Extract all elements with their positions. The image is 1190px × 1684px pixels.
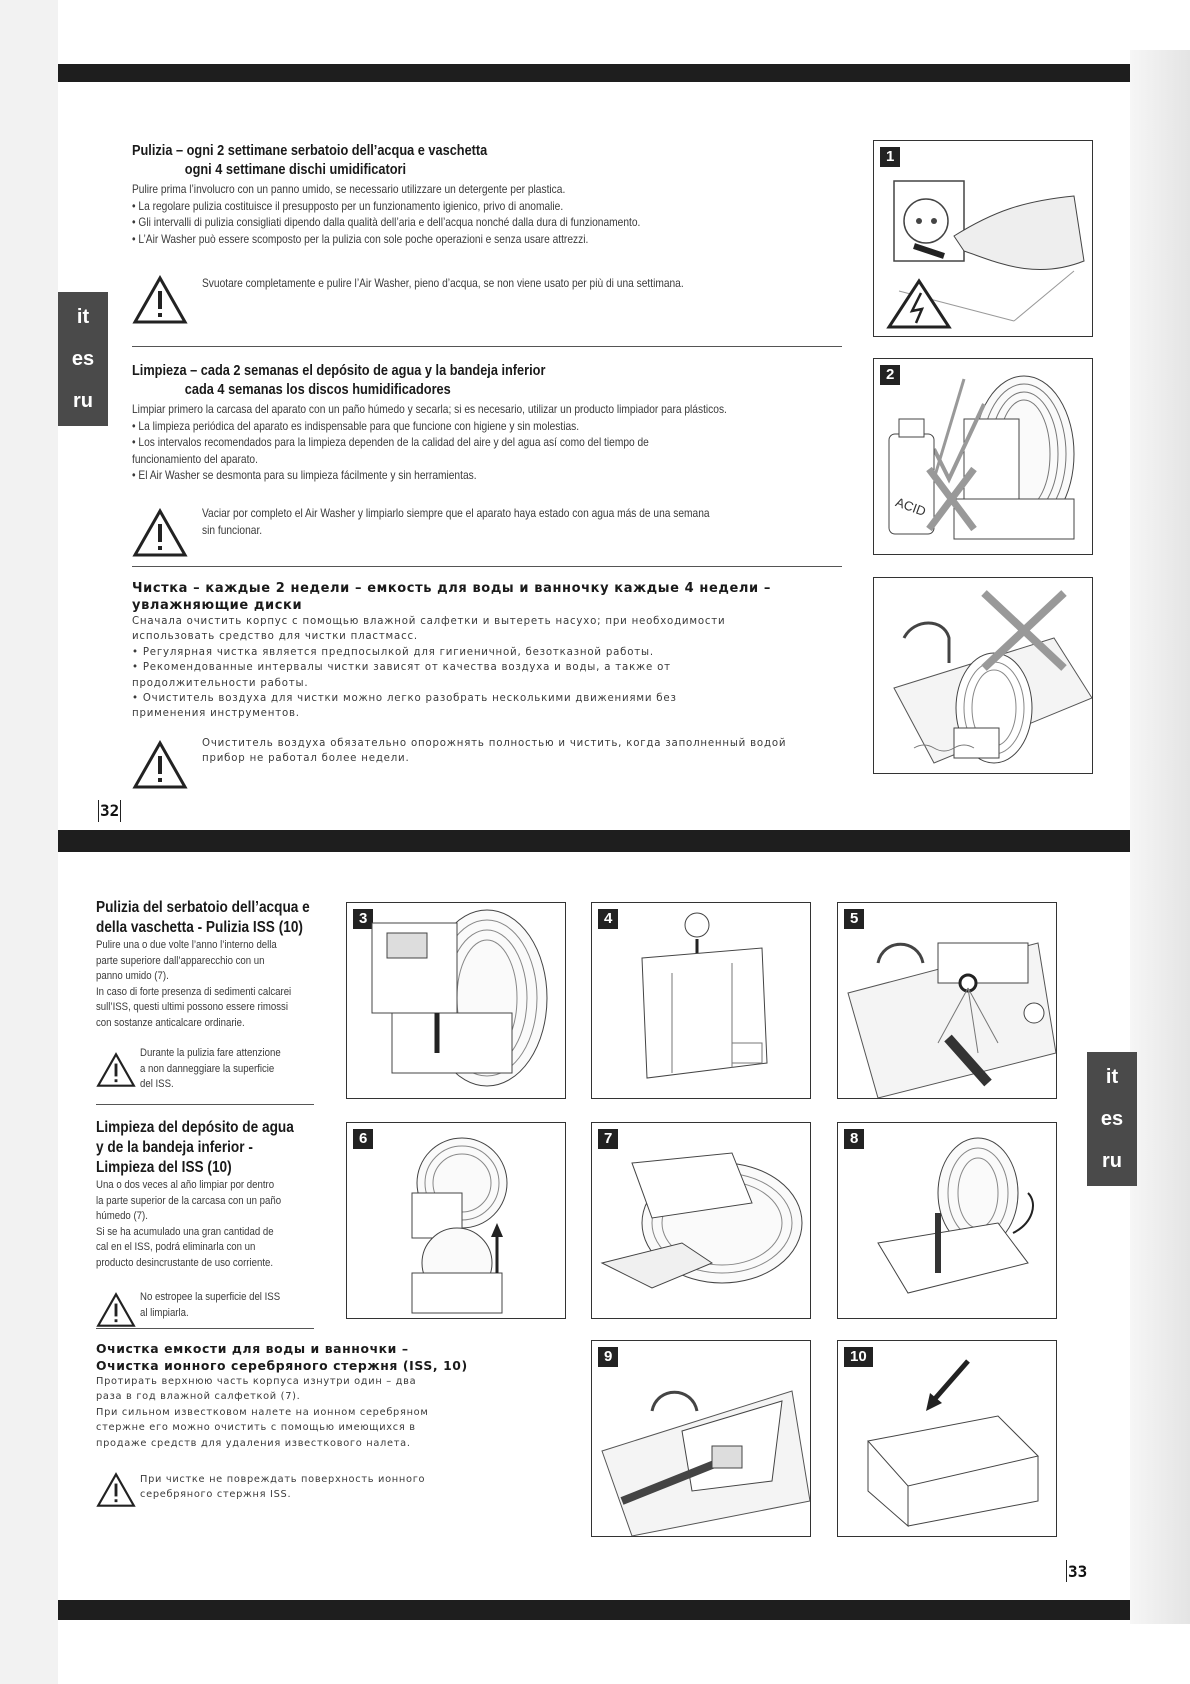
spanish-iss-heading: Limpieza del depósito de agua (96, 1119, 294, 1136)
russian-line: • Рекомендованные интервалы чистки зависят от качества воздуха и воды, а также от (132, 662, 671, 674)
russian-warning-line: прибор не работал более недели. (202, 753, 410, 765)
russian-warning-line: Очиститель воздуха обязательно опорожнять полностью и чистить, когда заполненный водой (202, 738, 787, 749)
italian-heading-line1: Pulizia – ogni 2 settimane serbatoio dell’acqua e vaschetta (132, 143, 488, 159)
russian-heading-line2: увлажняющие диски (132, 598, 303, 613)
disassemble-illustration (347, 1123, 565, 1318)
spanish-iss-warning-line: al limpiarla. (140, 1306, 189, 1319)
figure-number: 10 (844, 1347, 873, 1367)
figure-10-iss-location (837, 1340, 1057, 1537)
russian-iss-line: Протирать верхнюю часть корпуса изнутри один – два (96, 1376, 417, 1387)
russian-body (132, 614, 832, 722)
bottom-footer-bar (58, 1600, 1130, 1620)
figure-number: 6 (353, 1129, 373, 1149)
italian-iss-warning (140, 1046, 281, 1093)
italian-body (132, 182, 748, 248)
spanish-line: funcionamiento del aparato. (132, 452, 258, 466)
figure-8-iss (837, 1122, 1057, 1319)
divider (96, 1328, 314, 1329)
spanish-iss-line: la parte superior de la carcasa con un paño (96, 1194, 282, 1207)
russian-iss-line: стержне его можно очистить с помощью имеющихся в (96, 1422, 416, 1434)
italian-line: • Gli intervalli di pulizia consigliati dipendo dalla qualità dell’aria e dell’acqua nonché dalla dura di funzionamento. (132, 216, 641, 229)
figure-number: 9 (598, 1347, 618, 1367)
italian-iss-line: sull’ISS, questi ultimi possono essere rimossi (96, 1001, 288, 1014)
russian-iss-line: При сильном известковом налете на ионном серебряном (96, 1406, 429, 1418)
russian-iss-section (96, 1340, 476, 1451)
warning-triangle-icon (96, 1052, 136, 1088)
warning-triangle-icon (96, 1292, 136, 1328)
figure-number: 5 (844, 909, 864, 929)
russian-iss-line: раза в год влажной салфеткой (7). (96, 1391, 301, 1403)
italian-iss-line: In caso di forte presenza di sedimenti calcarei (96, 985, 292, 998)
warning-triangle-icon (132, 508, 188, 558)
russian-iss-line: продаже средств для удаления известкового налета. (96, 1437, 411, 1449)
page-number-mark (120, 800, 121, 822)
page-number-32: 32 (100, 801, 120, 820)
figure-1-unplug (873, 140, 1093, 337)
wipe-inside-illustration (592, 1123, 810, 1318)
italian-iss-heading: Pulizia del serbatoio dell’acqua e (96, 899, 310, 916)
italian-iss-warning-line: del ISS. (140, 1078, 174, 1091)
russian-section (132, 580, 832, 722)
brush-clean-illustration (592, 1341, 810, 1536)
figure-number: 2 (880, 365, 900, 385)
water-tank-illustration (592, 903, 810, 1098)
italian-iss-warning-line: a non danneggiare la superficie (140, 1062, 275, 1075)
figure-2-wipe (873, 358, 1093, 555)
spanish-iss-warning-line: No estropee la superficie del ISS (140, 1291, 281, 1303)
figure-5-rinse-tray (837, 902, 1057, 1099)
russian-iss-heading: Очистка емкости для воды и ванночки – (96, 1341, 409, 1356)
italian-iss-body (96, 938, 302, 1032)
language-tabs-top (58, 292, 108, 426)
spanish-line: • La limpieza periódica del aparato es indispensable para que funcione con higiene y sin molestias. (132, 419, 580, 433)
spanish-iss-line: producto desincrustante de uso corriente. (96, 1256, 274, 1269)
figure-4-tank (591, 902, 811, 1099)
spanish-section (132, 362, 832, 485)
russian-line: • Очиститель воздуха для чистки можно легко разобрать несколькими движениями без (132, 693, 677, 705)
spanish-body (132, 402, 748, 485)
russian-line: использовать средство для чистки пластмасс. (132, 631, 418, 643)
figure-7-wipe-inside (591, 1122, 811, 1319)
russian-iss-heading: Очистка ионного серебряного стержня (ISS, 10) (96, 1358, 468, 1373)
rinse-tray-illustration (838, 903, 1056, 1098)
divider (132, 566, 842, 567)
unplug-illustration (874, 141, 1092, 336)
spanish-iss-section (96, 1118, 336, 1272)
figure-6-disassemble (346, 1122, 566, 1319)
device-side-illustration (347, 903, 565, 1098)
warning-triangle-icon (132, 740, 188, 790)
russian-iss-warning-line: При чистке не повреждать поверхность ионного (140, 1474, 426, 1485)
russian-iss-body (96, 1374, 476, 1451)
spanish-iss-line: cal en el ISS, podrá eliminarla con un (96, 1241, 256, 1254)
russian-iss-warning-line: серебряного стержня ISS. (140, 1489, 292, 1501)
lang-tab-ru: ru (1102, 1150, 1122, 1172)
russian-line: • Регулярная чистка является предпосылкой для гигиеничной, безотказной работы. (132, 646, 654, 658)
spanish-iss-line: Una o dos veces al año limpiar por dentro (96, 1179, 275, 1191)
language-tabs-bottom (1087, 1052, 1137, 1186)
rinse-in-sink-illustration (874, 578, 1092, 773)
warning-triangle-icon (132, 275, 188, 325)
russian-warning (202, 736, 786, 767)
lang-tab-ru: ru (73, 390, 93, 412)
spanish-line: Limpiar primero la carcasa del aparato con un paño húmedo y secarla; si es necesario, utilizar un producto limpiador para plásticos. (132, 403, 727, 416)
italian-iss-line: Pulire una o due volte l’anno l’interno della (96, 939, 277, 951)
divider (132, 346, 842, 347)
lang-tab-it: it (76, 306, 90, 328)
italian-section (132, 142, 832, 248)
spanish-heading-line2: cada 4 semanas los discos humidificadores (184, 382, 451, 398)
spanish-iss-line: Si se ha acumulado una gran cantidad de (96, 1225, 274, 1238)
russian-line: Сначала очистить корпус с помощью влажной салфетки и вытереть насухо; при необходимости (132, 616, 726, 627)
italian-line: Pulire prima l’involucro con un panno umido, se necessario utilizzare un detergente per plastica. (132, 183, 566, 196)
lang-tab-it: it (1105, 1066, 1119, 1088)
spanish-iss-heading: y de la bandeja inferior - (96, 1139, 253, 1156)
spanish-heading-line1: Limpieza – cada 2 semanas el depósito de agua y la bandeja inferior (132, 363, 546, 379)
bottom-header-bar (58, 830, 1130, 852)
spanish-iss-warning (140, 1290, 280, 1321)
lang-tab-es: es (71, 348, 95, 370)
russian-heading-line1: Чистка – каждые 2 недели – емкость для воды и ванночку каждые 4 недели – (132, 581, 771, 596)
spanish-line: • El Air Washer se desmonta para su limpieza fácilmente y sin herramientas. (132, 469, 477, 482)
figure-9-brush (591, 1340, 811, 1537)
warning-triangle-icon (96, 1472, 136, 1508)
spanish-warning (202, 506, 710, 539)
spanish-iss-heading: Limpieza del ISS (10) (96, 1159, 232, 1176)
italian-iss-line: panno umido (7). (96, 970, 169, 983)
spanish-warning-line: Vaciar por completo el Air Washer y limpiarlo siempre que el aparato haya estado con agua más de una semana (202, 507, 710, 520)
spanish-iss-line: húmedo (7). (96, 1210, 148, 1223)
italian-heading-line2: ogni 4 settimane dischi umidificatori (184, 162, 407, 178)
italian-iss-line: con sostanze anticalcare ordinarie. (96, 1016, 245, 1029)
russian-line: продолжительности работы. (132, 677, 309, 689)
italian-iss-section (96, 898, 336, 1032)
spanish-warning-line: sin funcionar. (202, 523, 263, 537)
figure-number: 8 (844, 1129, 864, 1149)
page-number-33: 33 (1068, 1562, 1088, 1581)
iss-location-illustration (838, 1341, 1056, 1536)
italian-warning: Svuotare completamente e pulire l’Air Washer, pieno d’acqua, se non viene usato per più di una settimana. (202, 277, 684, 290)
figure-3-rinse (873, 577, 1093, 774)
iss-rod-illustration (838, 1123, 1056, 1318)
top-header-bar (58, 64, 1130, 82)
italian-iss-line: parte superiore dall’apparecchio con un (96, 954, 265, 967)
russian-iss-warning (140, 1472, 425, 1503)
acid-label: ACID (893, 494, 928, 520)
italian-iss-warning-line: Durante la pulizia fare attenzione (140, 1047, 281, 1059)
figure-number: 3 (353, 909, 373, 929)
lang-tab-es: es (1100, 1108, 1124, 1130)
page-number-mark (98, 800, 99, 822)
italian-line: • La regolare pulizia costituisce il presupposto per un funzionamento igienico, privo di anomalie. (132, 199, 564, 213)
figure-number: 7 (598, 1129, 618, 1149)
spanish-line: • Los intervalos recomendados para la limpieza dependen de la calidad del aire y del agua así como del tiempo de (132, 436, 649, 449)
divider (96, 1104, 314, 1105)
wipe-housing-illustration (874, 359, 1092, 554)
scan-left-margin (0, 0, 58, 1684)
figure-number: 1 (880, 147, 900, 167)
spanish-iss-body (96, 1178, 302, 1272)
italian-line: • L’Air Washer può essere scomposto per la pulizia con sole poche operazioni e senza usare attrezzi. (132, 232, 589, 246)
page-number-mark (1066, 1560, 1067, 1582)
russian-line: применения инструментов. (132, 708, 300, 720)
figure-number: 4 (598, 909, 618, 929)
italian-iss-heading: della vaschetta - Pulizia ISS (10) (96, 919, 303, 936)
scan-right-margin (1130, 50, 1190, 1624)
figure-3-device (346, 902, 566, 1099)
